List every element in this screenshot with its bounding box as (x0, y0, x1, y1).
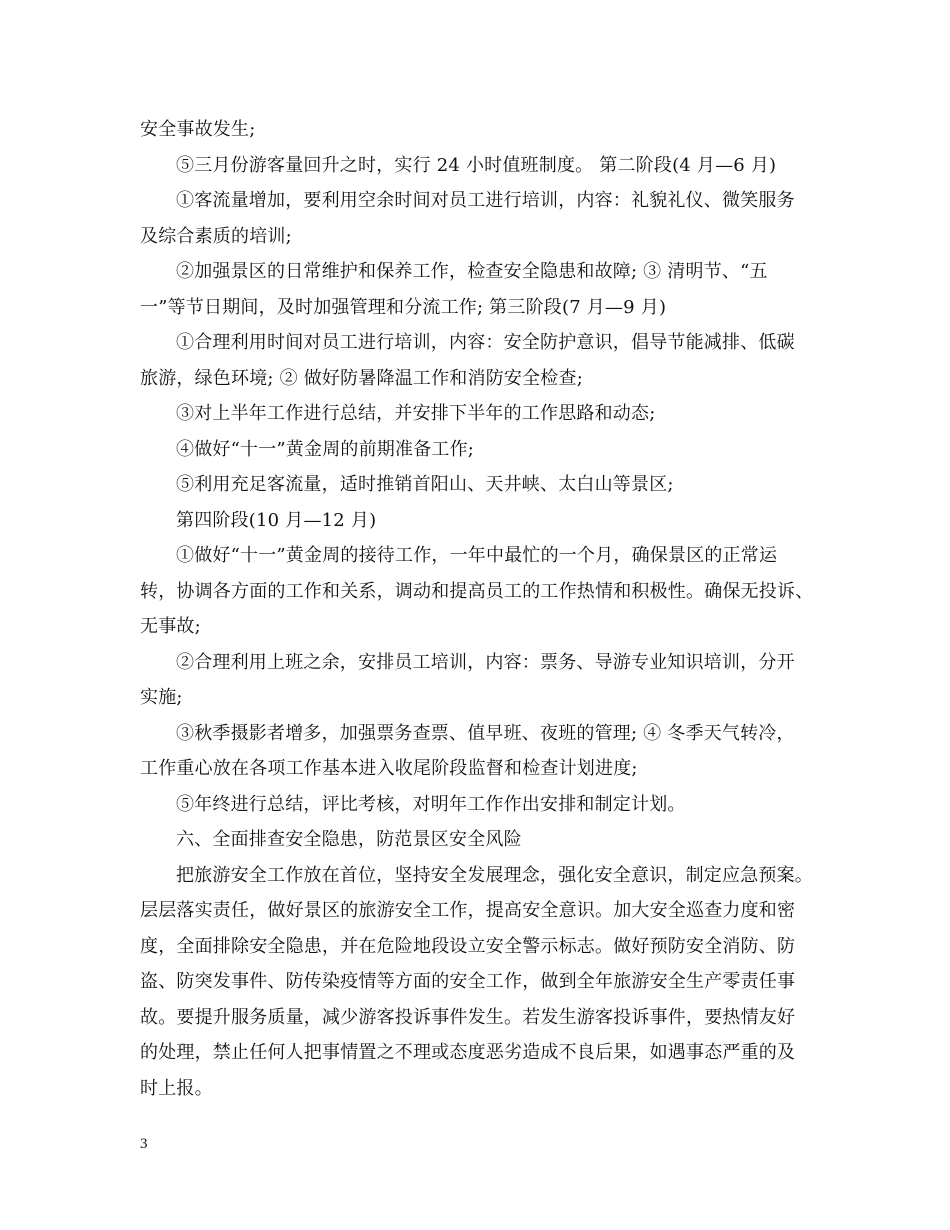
text-line: ①客流量增加，要利用空余时间对员工进行培训，内容：礼貌礼仪、微笑服务 (176, 190, 795, 211)
text-line: 度，全面排除安全隐患，并在危险地段设立安全警示标志。做好预防安全消防、防 (140, 935, 796, 957)
text-line: 无事故; (140, 616, 201, 637)
text-line: 的处理，禁止任何人把事情置之不理或态度恶劣造成不良后果，如遇事态严重的及 (140, 1042, 796, 1063)
text-line: ⑤三月份游客量回升之时，实行 24 小时值班制度。 第二阶段(4 月—6 月) (176, 154, 777, 176)
text-line: ③秋季摄影者增多，加强票务查票、值早班、夜班的管理; ④ 冬季天气转冷， (176, 722, 795, 744)
text-line: 旅游，绿色环境; ② 做好防暑降温工作和消防安全检查; (140, 367, 583, 389)
text-line: 层层落实责任，做好景区的旅游安全工作，提高安全意识。加大安全巡查力度和密 (140, 900, 796, 921)
section-heading: 六、全面排查安全隐患，防范景区安全风险 (176, 829, 522, 850)
text-line: 及综合素质的培训; (140, 225, 292, 247)
text-line: ④做好“十一”黄金周的前期准备工作; (176, 438, 475, 460)
text-line: ③对上半年工作进行总结，并安排下半年的工作思路和动态; (176, 403, 656, 424)
text-line: 把旅游安全工作放在首位，坚持安全发展理念，强化安全意识，制定应急预案。 (176, 864, 813, 886)
text-line: 转，协调各方面的工作和关系，调动和提高员工的工作热情和积极性。确保无投诉、 (140, 580, 814, 602)
text-line: 实施; (140, 687, 183, 708)
text-line: 工作重心放在各项工作基本进入收尾阶段监督和检查计划进度; (140, 758, 638, 779)
text-line: 盗、防突发事件、防传染疫情等方面的安全工作，做到全年旅游安全生产零责任事 (140, 971, 796, 992)
section-heading: 第四阶段(10 月—12 月) (176, 509, 377, 531)
text-line: ⑤利用充足客流量，适时推销首阳山、天井峡、太白山等景区; (176, 474, 674, 495)
text-line: ②合理利用上班之余，安排员工培训，内容：票务、导游专业知识培训，分开 (176, 651, 795, 673)
document-body (140, 112, 820, 1106)
page-number: 3 (140, 1136, 148, 1152)
text-line: ②加强景区的日常维护和保养工作，检查安全隐患和故障; ③ 清明节、“五 (176, 261, 768, 282)
text-line: 故。要提升服务质量，减少游客投诉事件发生。若发生游客投诉事件，要热情友好 (140, 1006, 796, 1028)
text-line: ⑤年终进行总结，评比考核，对明年工作作出安排和制定计划。 (176, 793, 686, 815)
text-line: 时上报。 (140, 1077, 213, 1099)
text-line: ①做好“十一”黄金周的接待工作，一年中最忙的一个月，确保景区的正常运 (176, 545, 778, 566)
text-line: ①合理利用时间对员工进行培训，内容：安全防护意识，倡导节能减排、低碳 (176, 332, 795, 353)
text-line: 一”等节日期间，及时加强管理和分流工作; 第三阶段(7 月—9 月) (140, 296, 667, 318)
text-line: 安全事故发生; (140, 119, 256, 140)
